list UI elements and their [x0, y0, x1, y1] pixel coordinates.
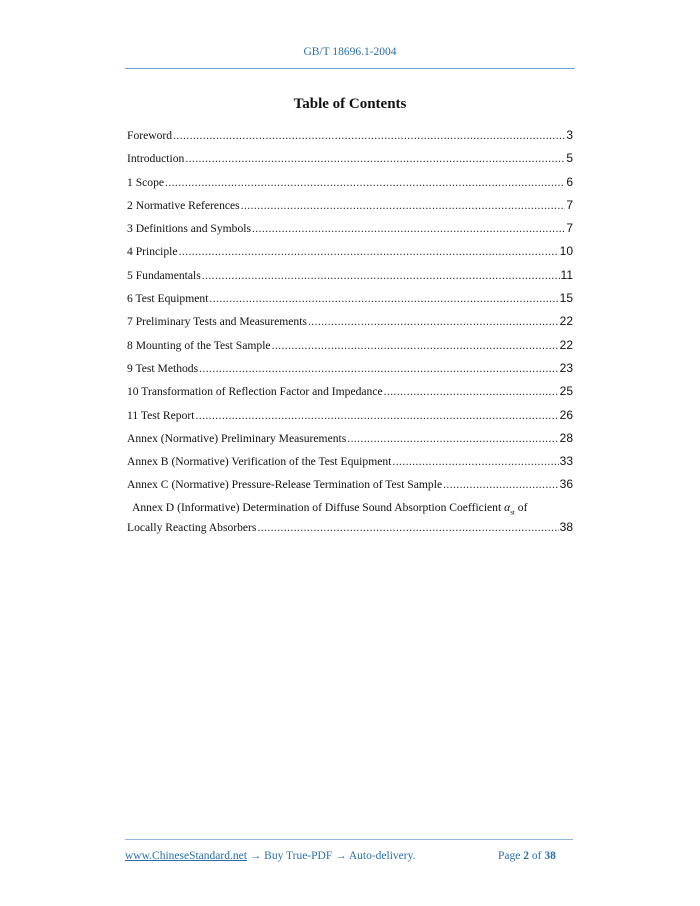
- toc-entry-label: 8 Mounting of the Test Sample: [127, 338, 271, 352]
- toc-entry-label: Annex (Normative) Preliminary Measurements: [127, 431, 347, 445]
- toc-leader-dots: [241, 199, 566, 212]
- toc-entry-label: 9 Test Methods: [127, 361, 199, 375]
- footer-divider: [125, 839, 573, 840]
- alpha-symbol: α: [504, 500, 511, 514]
- toc-leader-dots: [179, 245, 559, 258]
- toc-entry-label: 2 Normative References: [127, 198, 240, 212]
- website-link[interactable]: www.ChineseStandard.net: [125, 850, 247, 862]
- toc-entry[interactable]: [127, 477, 573, 500]
- toc-entry-page: 11: [560, 267, 573, 282]
- toc-leader-dots: [199, 362, 559, 375]
- toc-entry-page: 36: [559, 477, 573, 492]
- toc-entry-label: 1 Scope: [127, 175, 165, 189]
- toc-leader-dots: [252, 222, 565, 235]
- toc-entry[interactable]: [127, 314, 573, 337]
- toc-entry[interactable]: [127, 408, 573, 431]
- toc-entry-label-line2: Locally Reacting Absorbers: [127, 520, 257, 534]
- toc-leader-dots: [209, 292, 558, 305]
- toc-entry[interactable]: [127, 244, 573, 267]
- toc-entry-label: Annex C (Normative) Pressure-Release Termination of Test Sample: [127, 478, 443, 492]
- toc-leader-dots: [308, 315, 559, 328]
- page-current: 2: [523, 850, 529, 862]
- toc-entry-label: Annex B (Normative) Verification of the Test Equipment: [127, 455, 392, 469]
- page-title: Table of Contents: [293, 96, 407, 112]
- toc-entry[interactable]: [127, 431, 573, 454]
- toc-entry-label-line1: Annex D (Informative) Determination of Diffuse Sound Absorption Coefficient: [132, 500, 505, 514]
- toc-leader-dots: [443, 478, 559, 491]
- toc-entry[interactable]: [127, 198, 573, 221]
- toc-entry[interactable]: [127, 151, 573, 174]
- table-of-contents: [127, 128, 573, 539]
- page-of: of: [531, 850, 542, 862]
- toc-leader-dots: [384, 385, 559, 398]
- toc-entry[interactable]: [127, 175, 573, 198]
- toc-leader-dots: [202, 269, 560, 282]
- toc-entry[interactable]: [127, 384, 573, 407]
- toc-entry[interactable]: [127, 454, 573, 477]
- toc-leader-dots: [185, 152, 565, 165]
- toc-entry[interactable]: [127, 221, 573, 244]
- header-divider: [125, 68, 575, 69]
- toc-entry-page: 7: [566, 197, 573, 212]
- toc-entry[interactable]: [127, 268, 573, 291]
- buy-pdf-text: → Buy True-PDF: [246, 850, 336, 862]
- toc-leader-dots: [272, 339, 559, 352]
- toc-entry-page: 6: [566, 174, 573, 189]
- toc-entry-page: 23: [559, 360, 573, 375]
- toc-entry[interactable]: [127, 128, 573, 151]
- toc-entry-page: 22: [559, 337, 573, 352]
- auto-delivery-text: → Auto-delivery.: [335, 850, 416, 862]
- toc-entry-label: 7 Preliminary Tests and Measurements: [127, 315, 307, 329]
- toc-entry-page: 15: [559, 291, 573, 306]
- toc-entry-label-line1-suffix: of: [514, 500, 528, 514]
- toc-leader-dots: [257, 521, 558, 534]
- toc-entry-page: 38: [559, 519, 573, 534]
- toc-entry-label: 4 Principle: [127, 245, 178, 259]
- toc-entry-label: 10 Transformation of Reflection Factor and Impedance: [127, 385, 383, 399]
- page-total: 38: [544, 850, 556, 862]
- toc-entry[interactable]: [127, 361, 573, 384]
- page-word: Page: [498, 850, 521, 862]
- toc-entry-page: 10: [559, 244, 573, 259]
- document-header-id: GB/T 18696.1-2004: [303, 46, 397, 58]
- toc-entry-label: 6 Test Equipment: [127, 292, 209, 306]
- toc-entry-label: 3 Definitions and Symbols: [127, 222, 251, 236]
- footer-promo: [125, 850, 416, 862]
- toc-entry-page: 33: [559, 454, 573, 469]
- toc-entry-label: Introduction: [127, 152, 185, 166]
- toc-entry-page: 7: [566, 221, 573, 236]
- toc-leader-dots: [347, 432, 558, 445]
- toc-entry-page: 3: [566, 128, 573, 142]
- toc-entry-page: 22: [559, 314, 573, 329]
- toc-entry-page: 5: [566, 151, 573, 166]
- toc-leader-dots: [392, 455, 558, 468]
- toc-leader-dots: [165, 176, 565, 189]
- toc-leader-dots: [195, 409, 558, 422]
- toc-entry[interactable]: [127, 291, 573, 314]
- toc-entry-annex-d[interactable]: [127, 501, 573, 539]
- toc-leader-dots: [173, 129, 565, 142]
- toc-entry-label: Foreword: [127, 129, 173, 142]
- toc-entry-label: 11 Test Report: [127, 408, 195, 422]
- toc-entry-label: 5 Fundamentals: [127, 268, 201, 282]
- alpha-subscript: st: [510, 508, 515, 517]
- page-number: [498, 850, 556, 862]
- toc-entry-page: 28: [559, 430, 573, 445]
- toc-entry-page: 26: [559, 407, 573, 422]
- toc-entry-page: 25: [559, 384, 573, 399]
- toc-entry[interactable]: [127, 338, 573, 361]
